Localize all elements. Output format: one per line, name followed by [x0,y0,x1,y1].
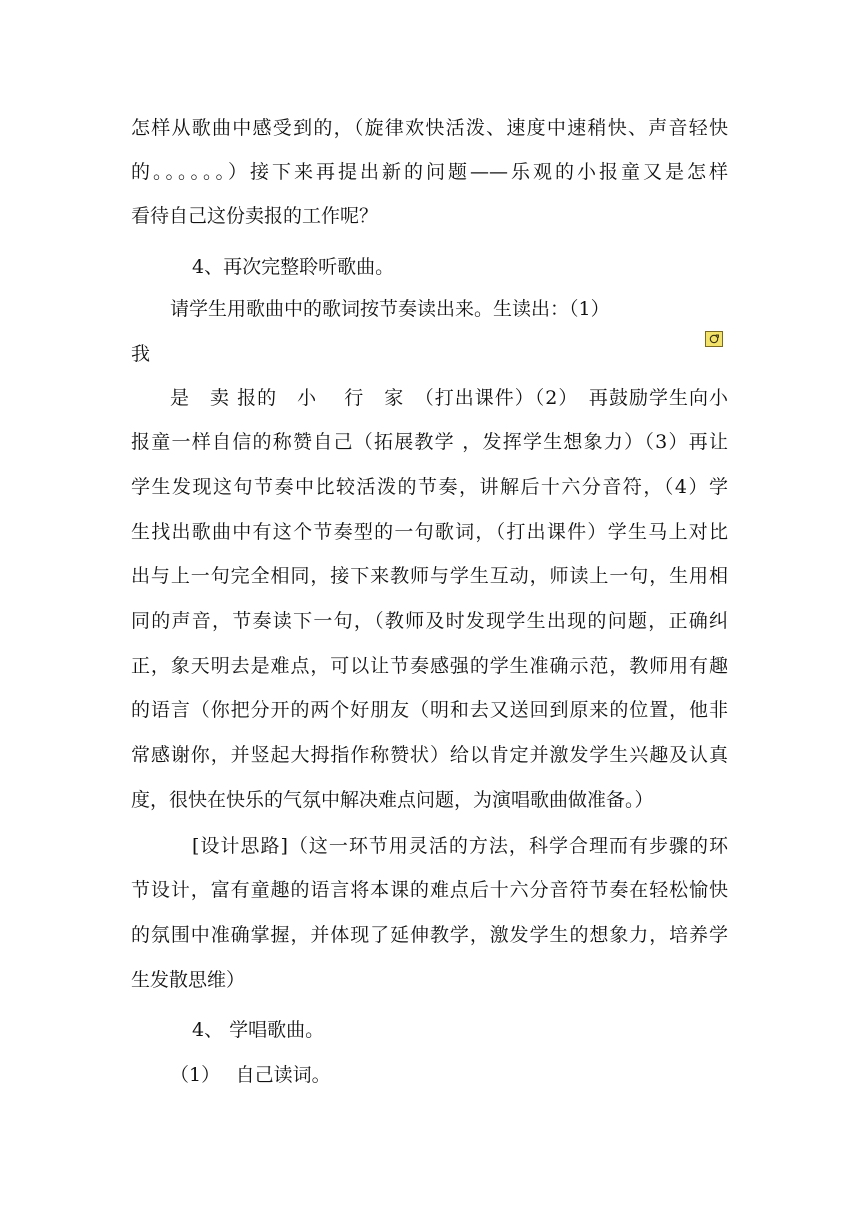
paragraph-line: 常感谢你，并竖起大拇指作称赞状）给以肯定并激发学生兴趣及认真 [131,744,728,766]
paragraph-line: 的。。。。。。）接下来再提出新的问题——乐观的小报童又是怎样 [131,161,728,183]
paragraph-line: 正，象天明去是难点，可以让节奏感强的学生准确示范，教师用有趣 [131,655,728,677]
paragraph-line: 怎样从歌曲中感受到的，（旋律欢快活泼、速度中速稍快、声音轻快 [131,117,728,139]
embedded-object-icon[interactable] [705,331,723,347]
design-idea-line: [设计思路]（这一环节用灵活的方法，科学合理而有步骤的环 [192,835,728,857]
paragraph-line: 请学生用歌曲中的歌词按节奏读出来。生读出：（1） [170,298,610,320]
paragraph-line: 生找出歌曲中有这个节奏型的一句歌词，（打出课件）学生马上对比 [131,521,728,543]
design-idea-line: 节设计，富有童趣的语言将本课的难点后十六分音符节奏在轻松愉快 [131,879,728,901]
paragraph-line: 学生发现这句节奏中比较活泼的节奏，讲解后十六分音符，（4）学 [131,476,728,498]
paragraph-line: 度，很快在快乐的气氛中解决难点问题，为演唱歌曲做准备。） [131,789,654,811]
design-idea-line: 的氛围中准确掌握，并体现了延伸教学，激发学生的想象力，培养学 [131,924,728,946]
paragraph-line: 是 卖 报的 小 行 家 （打出课件）（2） 再鼓励学生向小 [170,387,728,409]
paragraph-line: 的语言（你把分开的两个好朋友（明和去又送回到原来的位置，他非 [131,699,728,721]
paragraph-line: 出与上一句完全相同，接下来教师与学生互动，师读上一句，生用相 [131,565,728,587]
paragraph-line: 看待自己这份卖报的工作呢？ [131,205,379,227]
step-heading: 4、 学唱歌曲。 [192,1019,325,1041]
sub-step-line: （1） 自己读词。 [170,1064,331,1086]
step-heading: 4、再次完整聆听歌曲。 [192,256,395,278]
paragraph-line: 报童一样自信的称赞自己（拓展教学 ，发挥学生想象力）（3）再让 [131,431,728,453]
paragraph-line: 同的声音，节奏读下一句，（教师及时发现学生出现的问题，正确纠 [131,610,728,632]
design-idea-line: 生发散思维） [131,969,246,991]
paragraph-line: 我 [131,343,151,365]
